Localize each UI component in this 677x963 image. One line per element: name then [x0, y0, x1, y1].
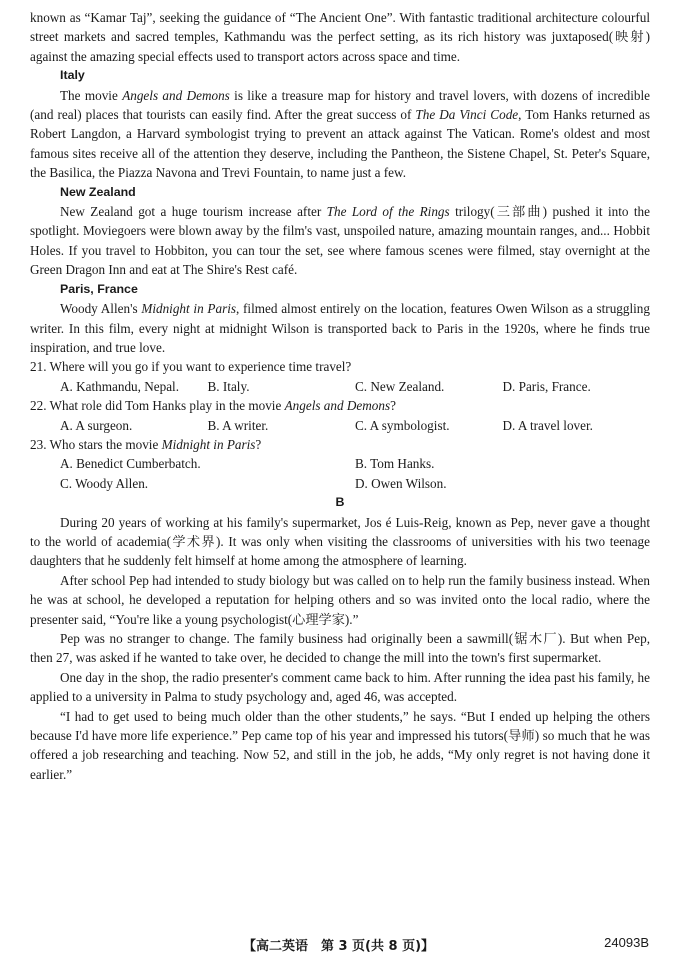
option: C. Woody Allen. [60, 475, 149, 491]
question-22: 22. What role did Tom Hanks play in the movie Angels and Demons? [30, 398, 396, 414]
italy-heading: Italy [60, 68, 85, 83]
option: C. A symbologist. [355, 417, 450, 433]
option: D. Paris, France. [502, 378, 591, 394]
option: C. New Zealand. [355, 378, 445, 394]
option: B. Italy. [207, 378, 250, 394]
option: B. Tom Hanks. [355, 456, 435, 472]
section-b-paragraph: Pep was no stranger to change. The family business had originally been a sawmill(锯木厂). But when Pep, then 27, was asked if he wanted to take over, he decided to change the mill into the town's first supermarket. [30, 631, 650, 666]
footer-title: 【高二英语 第 3 页(共 8 页)】 [242, 939, 435, 954]
nz-heading: New Zealand [60, 184, 136, 199]
intro-paragraph: known as “Kamar Taj”, seeking the guidance of “The Ancient One”. With fantastic traditional architecture colourful street markets and sacred temples, Kathmandu was the perfect setting, as its rich history was juxtaposed(映射) against the amazing special effects used to transport actors across space and time. [30, 10, 650, 64]
question-23-options-row1 [30, 454, 650, 473]
question-22-options [30, 416, 650, 435]
question-21-options [30, 377, 650, 396]
option: A. Benedict Cumberbatch. [60, 456, 201, 472]
paris-heading: Paris, France [60, 281, 138, 296]
nz-paragraph: New Zealand got a huge tourism increase after The Lord of the Rings trilogy(三部曲) pushed it into the spotlight. Moviegoers were blown away by the film's vast, unspoiled nature, amazing mountain ranges, and... Hobbit Holes. If you travel to Hobbiton, you can tour the set, see where famous scenes were filmed, stay overnight at the Green Dragon Inn and eat at The Shire's Rest café. [30, 204, 650, 278]
option: D. A travel lover. [502, 417, 593, 433]
paris-paragraph: Woody Allen's Midnight in Paris, filmed almost entirely on the location, features Owen Wilson as a struggling writer. In this film, every night at midnight Wilson is transported back to Paris in the 1920s, where he finds true inspiration, and true love. [30, 301, 650, 355]
page-body [30, 8, 650, 784]
option: D. Owen Wilson. [355, 475, 447, 491]
question-23-options-row2 [30, 474, 650, 493]
section-b-paragraph: After school Pep had intended to study biology but was called on to help run the family business instead. When he was at school, he developed a reputation for helping others and so was invited onto the local radio, where the presenter said, “You're like a young psychologist(心理学家).” [30, 572, 650, 627]
section-b-paragraph: “I had to get used to being much older than the other students,” he says. “But I ended up helping the others because I'd have more life experience.” Pep came top of his year and impressed his tutors(导师) so much that he was offered a job researching and teaching. Now 52, and still in the job, he adds, “My only regret is not having done it earlier.” [30, 708, 650, 782]
footer-code: 24093B [604, 935, 649, 950]
section-b-label: B [335, 495, 345, 510]
question-23: 23. Who stars the movie Midnight in Paris? [30, 436, 262, 452]
option: A. A surgeon. [60, 417, 133, 433]
section-b-paragraph: One day in the shop, the radio presenter's comment came back to him. After running the idea past his family, he applied to a university in Palma to study psychology and, aged 46, was accepted. [30, 669, 650, 705]
option: B. A writer. [207, 417, 269, 433]
option: A. Kathmandu, Nepal. [60, 378, 180, 394]
question-21: 21. Where will you go if you want to experience time travel? [30, 359, 352, 375]
section-b-paragraph: During 20 years of working at his family's supermarket, Jos é Luis-Reig, known as Pep, never gave a thought to the world of academia(学术界). It was only when visiting the classrooms of universities with his two teenage daughters that he suddenly felt himself at home among the atmosphere of learning. [30, 514, 650, 569]
italy-paragraph: The movie Angels and Demons is like a treasure map for history and travel lovers, with dozens of incredible (and real) places that tourists can easily find. After the great success of The Da Vinci Code, Tom Hanks returned as Robert Langdon, a Harvard symbologist trying to prevent an attack against The Vatican. Rome's oldest and most famous sites receive all of the attention they deserve, including the Pantheon, the Sistene Chapel, St. Peter's Square, the Basilica, the Piazza Navona and Trevi Fountain, to name just a few. [30, 87, 650, 181]
